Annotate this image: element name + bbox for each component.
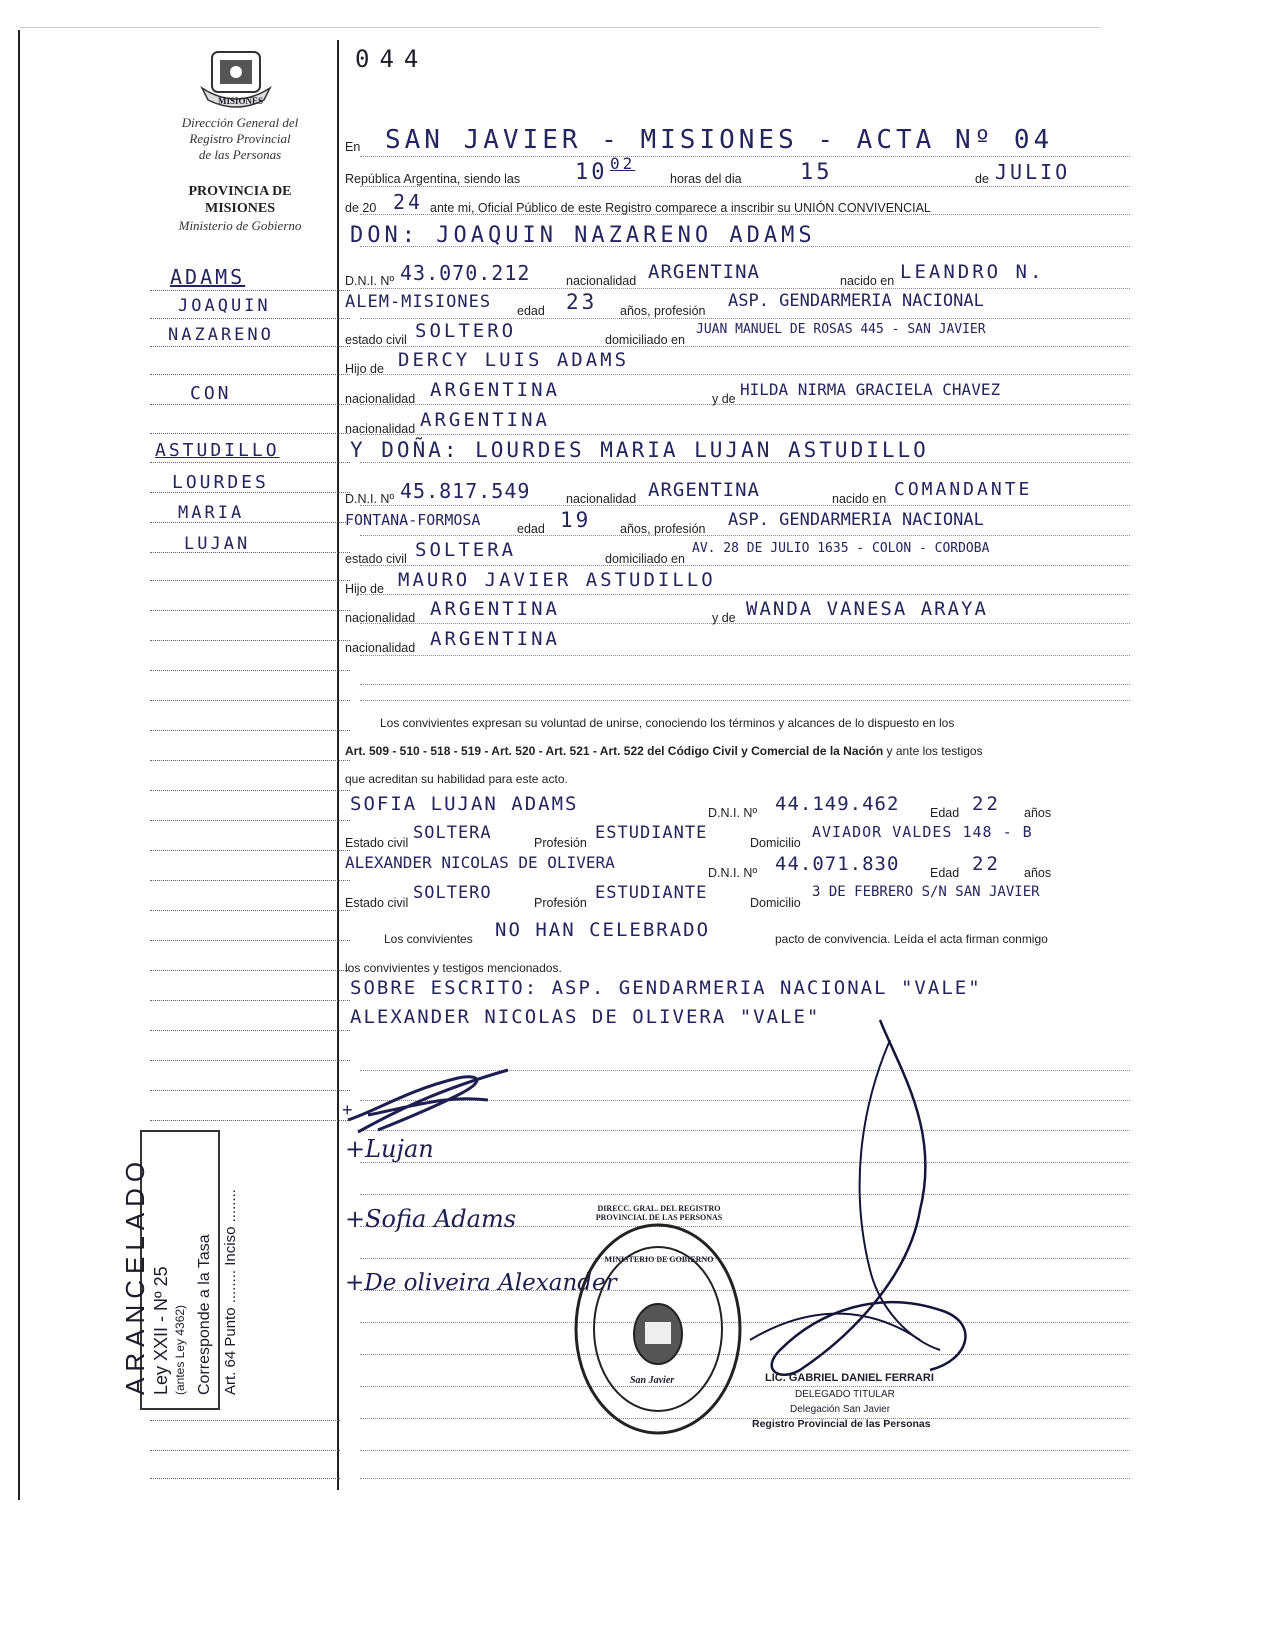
- year-prefix: de 20: [345, 201, 377, 215]
- signature-4: +De oliveira Alexander: [345, 1270, 617, 1296]
- p1-father-nat-label: nacionalidad: [345, 392, 416, 406]
- w1-years-label: años: [1024, 806, 1052, 820]
- margin-given1b: NAZARENO: [168, 325, 274, 345]
- p2-father-nat-label: nacionalidad: [345, 611, 416, 625]
- declaration-line1: Los convivientes expresan su voluntad de unirse, conociendo los términos y alcances de lo dispuesto en los: [380, 716, 955, 730]
- signature-3-text: Sofia Adams: [365, 1205, 517, 1233]
- province-block: [150, 183, 330, 217]
- row-line: [360, 404, 1130, 405]
- w2-address: 3 DE FEBRERO S/N SAN JAVIER: [812, 884, 1040, 900]
- p1-mother-nat-label: nacionalidad: [345, 422, 416, 436]
- w1-civil-label: Estado civil: [345, 836, 409, 850]
- column-divider: [337, 40, 339, 1490]
- signature-1: [338, 1060, 558, 1140]
- signature-4-text: De oliveira Alexander: [364, 1270, 617, 1296]
- signature-3: +Sofia Adams: [345, 1205, 517, 1233]
- p1-dni: 43.070.212: [400, 261, 531, 285]
- row-line: [360, 565, 1130, 566]
- p2-civil-label: estado civil: [345, 552, 407, 566]
- p2-father-nat: ARGENTINA: [430, 598, 560, 620]
- w2-age: 22: [972, 853, 1001, 875]
- margin-con: CON: [190, 383, 232, 404]
- correction-line1: SOBRE ESCRITO: ASP. GENDARMERIA NACIONAL "VALE": [350, 977, 982, 999]
- row-line: [360, 1418, 1130, 1419]
- fee-line5: Art. 64 Punto ........ Inciso ........: [222, 1189, 239, 1395]
- p2-born-label: nacido en: [832, 492, 887, 506]
- folio-number: 044: [355, 45, 429, 73]
- ministry-label: Ministerio de Gobierno: [178, 218, 302, 233]
- w1-profession-label: Profesión: [534, 836, 587, 850]
- fee-line2: Ley XXII - Nº 25: [151, 1266, 171, 1395]
- p1-nat-label: nacionalidad: [566, 274, 637, 288]
- org-line2: Registro Provincial: [189, 131, 291, 146]
- w1-dni: 44.149.462: [775, 793, 900, 815]
- w2-dni-label: D.N.I. Nº: [708, 866, 758, 880]
- en-label: En: [345, 140, 361, 154]
- margin-line: [150, 346, 350, 347]
- p2-address-label: domiciliado en: [605, 552, 685, 566]
- dona-line: Y DOÑA: LOURDES MARIA LUJAN ASTUDILLO: [350, 438, 929, 462]
- margin-line: [150, 374, 350, 375]
- p1-address: JUAN MANUEL DE ROSAS 445 - SAN JAVIER: [696, 322, 986, 337]
- margin-line: [150, 433, 350, 434]
- official-registry: Registro Provincial de las Personas: [752, 1418, 931, 1430]
- p1-profession: ASP. GENDARMERIA NACIONAL: [728, 291, 984, 311]
- p1-dni-label: D.N.I. Nº: [345, 274, 395, 288]
- org-block: [150, 115, 330, 163]
- margin-line: [150, 850, 350, 851]
- w2-years-label: años: [1024, 866, 1052, 880]
- w2-name: ALEXANDER NICOLAS DE OLIVERA: [345, 853, 615, 872]
- margin-given2a: LOURDES: [172, 472, 269, 493]
- margin-line: [150, 1060, 350, 1061]
- p2-son-label: Hijo de: [345, 582, 384, 596]
- declaration-articles: Art. 509 - 510 - 518 - 519 - Art. 520 - Art. 521 - Art. 522 del Código Civil y Comercial de la Nación: [345, 744, 884, 758]
- seal-bottom-text: San Javier: [630, 1375, 675, 1386]
- shield-motto: MISIONES: [218, 96, 264, 106]
- margin-line: [150, 462, 350, 463]
- fee-stamp-text: [120, 1095, 244, 1395]
- p1-mother-label: y de: [712, 392, 736, 406]
- seal-outer-text: DIRECC. GRAL. DEL REGISTRO PROVINCIAL DE LAS PERSONAS: [595, 1204, 723, 1222]
- org-line1: Dirección General del: [181, 115, 299, 130]
- pact-suffix: pacto de convivencia. Leída el acta firman conmigo: [775, 932, 1048, 946]
- svg-text:+: +: [342, 1100, 353, 1120]
- top-border: [20, 27, 1100, 28]
- p1-age: 23: [566, 290, 598, 314]
- margin-line: [150, 820, 350, 821]
- margin-line: [150, 1478, 340, 1479]
- p1-born-label: nacido en: [840, 274, 895, 288]
- margin-given2c: LUJAN: [184, 534, 251, 554]
- row-line: [360, 594, 1130, 595]
- p2-nat-label: nacionalidad: [566, 492, 637, 506]
- margin-line: [150, 790, 350, 791]
- year-suffix: 24: [393, 190, 424, 214]
- margin-line: [150, 1000, 350, 1001]
- act-place: SAN JAVIER - MISIONES - ACTA Nº 04: [385, 125, 1054, 155]
- p1-father-nat: ARGENTINA: [430, 379, 560, 401]
- act-hour: 10: [575, 160, 608, 185]
- margin-line: [150, 640, 350, 641]
- pact-line2: los convivientes y testigos mencionados.: [345, 961, 562, 975]
- province-line1: PROVINCIA DE: [188, 184, 292, 199]
- pact-prefix: Los convivientes: [384, 932, 473, 946]
- margin-line: [150, 1030, 350, 1031]
- p1-civil-label: estado civil: [345, 333, 407, 347]
- p2-dni-label: D.N.I. Nº: [345, 492, 395, 506]
- official-title: DELEGADO TITULAR: [795, 1389, 895, 1400]
- p2-civil: SOLTERA: [415, 539, 517, 561]
- fee-line1: ARANCELADO: [120, 1155, 150, 1395]
- fee-line4: Corresponde a la Tasa: [196, 1234, 213, 1395]
- row-line: [360, 505, 1130, 506]
- w2-profession-label: Profesión: [534, 896, 587, 910]
- margin-line: [150, 1090, 350, 1091]
- w1-profession: ESTUDIANTE: [595, 823, 708, 843]
- margin-line: [150, 760, 350, 761]
- act-statement: ante mi, Oficial Público de este Registro comparece a inscribir su UNIÓN CONVIVENCIAL: [430, 201, 931, 215]
- official-name: LIC. GABRIEL DANIEL FERRARI: [765, 1372, 934, 1384]
- p1-nat: ARGENTINA: [648, 261, 760, 283]
- of-label: de: [975, 172, 989, 186]
- row-line: [360, 1450, 1130, 1451]
- act-minutes: 02: [610, 154, 636, 173]
- row-line: [360, 434, 1130, 435]
- w1-civil: SOLTERA: [413, 823, 492, 843]
- margin-line: [150, 880, 350, 881]
- margin-line: [150, 970, 350, 971]
- pact-value: NO HAN CELEBRADO: [495, 919, 711, 941]
- p2-profession: ASP. GENDARMERIA NACIONAL: [728, 510, 984, 530]
- margin-line: [150, 700, 350, 701]
- fee-line3: (antes Ley 4362): [173, 1304, 187, 1395]
- w1-address: AVIADOR VALDES 148 - B: [812, 823, 1033, 841]
- org-line3: de las Personas: [198, 147, 282, 162]
- p1-father: DERCY LUIS ADAMS: [398, 349, 630, 371]
- margin-line: [150, 580, 350, 581]
- w2-address-label: Domicilio: [750, 896, 801, 910]
- row-line: [360, 655, 1130, 656]
- republic-label: República Argentina, siendo las: [345, 172, 521, 186]
- p1-mother-nat: ARGENTINA: [420, 409, 550, 431]
- official-signature: [740, 1010, 1060, 1410]
- p2-years-label: años, profesión: [620, 522, 706, 536]
- official-place: Delegación San Javier: [790, 1404, 891, 1415]
- row-line: [360, 535, 1130, 536]
- w1-address-label: Domicilio: [750, 836, 801, 850]
- p1-son-label: Hijo de: [345, 362, 384, 376]
- p2-born-b: FONTANA-FORMOSA: [345, 511, 481, 529]
- p1-years-label: años, profesión: [620, 304, 706, 318]
- row-line: [360, 346, 1130, 347]
- row-line: [360, 1478, 1130, 1479]
- province-line2: MISIONES: [204, 201, 276, 216]
- row-line: [360, 684, 1130, 685]
- don-line: DON: JOAQUIN NAZARENO ADAMS: [350, 223, 816, 248]
- day-label: horas del dia: [670, 172, 742, 186]
- p2-mother-nat: ARGENTINA: [430, 628, 560, 650]
- declaration-witnesses: y ante los testigos: [886, 744, 983, 758]
- margin-line: [150, 1450, 340, 1451]
- act-month: JULIO: [995, 160, 1071, 184]
- w2-civil: SOLTERO: [413, 883, 492, 903]
- row-line: [360, 462, 1130, 463]
- row-line: [360, 318, 1130, 319]
- row-line: [360, 374, 1130, 375]
- row-line: [360, 700, 1130, 701]
- w2-age-label: Edad: [930, 866, 960, 880]
- p2-age: 19: [560, 508, 592, 532]
- act-day: 15: [800, 160, 833, 185]
- seal-inner-text: MINISTERIO DE GOBIERNO: [604, 1255, 714, 1264]
- p2-mother-nat-label: nacionalidad: [345, 641, 416, 655]
- row-line: [360, 288, 1130, 289]
- margin-line: [150, 670, 350, 671]
- margin-line: [150, 730, 350, 731]
- margin-line: [150, 404, 350, 405]
- correction-line2: ALEXANDER NICOLAS DE OLIVERA "VALE": [350, 1006, 821, 1028]
- p2-address: AV. 28 DE JULIO 1635 - COLON - CORDOBA: [692, 541, 990, 556]
- p1-age-label: edad: [517, 304, 545, 318]
- row-line: [360, 623, 1130, 624]
- p1-address-label: domiciliado en: [605, 333, 685, 347]
- w2-dni: 44.071.830: [775, 853, 900, 875]
- left-page-border: [18, 30, 20, 1500]
- w1-age-label: Edad: [930, 806, 960, 820]
- declaration-line2: [345, 744, 983, 758]
- margin-line: [150, 940, 350, 941]
- p2-age-label: edad: [517, 522, 545, 536]
- p1-mother: HILDA NIRMA GRACIELA CHAVEZ: [740, 380, 1001, 399]
- margin-line: [150, 610, 350, 611]
- margin-line: [150, 910, 350, 911]
- signature-2-text: Lujan: [365, 1135, 434, 1163]
- w1-dni-label: D.N.I. Nº: [708, 806, 758, 820]
- margin-line: [150, 1420, 340, 1421]
- signature-2: +Lujan: [345, 1135, 434, 1163]
- declaration-line3: que acreditan su habilidad para este acto.: [345, 772, 568, 786]
- p2-mother-label: y de: [712, 611, 736, 625]
- p2-dni: 45.817.549: [400, 479, 531, 503]
- w2-profession: ESTUDIANTE: [595, 883, 708, 903]
- p2-father: MAURO JAVIER ASTUDILLO: [398, 569, 716, 591]
- margin-line: [150, 290, 350, 291]
- w1-age: 22: [972, 793, 1001, 815]
- p2-nat: ARGENTINA: [648, 479, 760, 501]
- margin-line: [150, 318, 350, 319]
- margin-given1a: JOAQUIN: [178, 296, 271, 316]
- p1-civil: SOLTERO: [415, 320, 517, 342]
- margin-surname2: ASTUDILLO: [155, 440, 280, 461]
- w1-name: SOFIA LUJAN ADAMS: [350, 793, 579, 815]
- margin-surname1: ADAMS: [170, 265, 246, 289]
- row-line: [360, 186, 1130, 187]
- p2-mother: WANDA VANESA ARAYA: [746, 598, 988, 620]
- margin-given2b: MARIA: [178, 503, 245, 523]
- p1-born-b: ALEM-MISIONES: [345, 292, 492, 312]
- w2-civil-label: Estado civil: [345, 896, 409, 910]
- p1-born-a: LEANDRO N.: [900, 261, 1045, 283]
- p2-born-a: COMANDANTE: [894, 479, 1033, 500]
- row-line: [360, 156, 1130, 157]
